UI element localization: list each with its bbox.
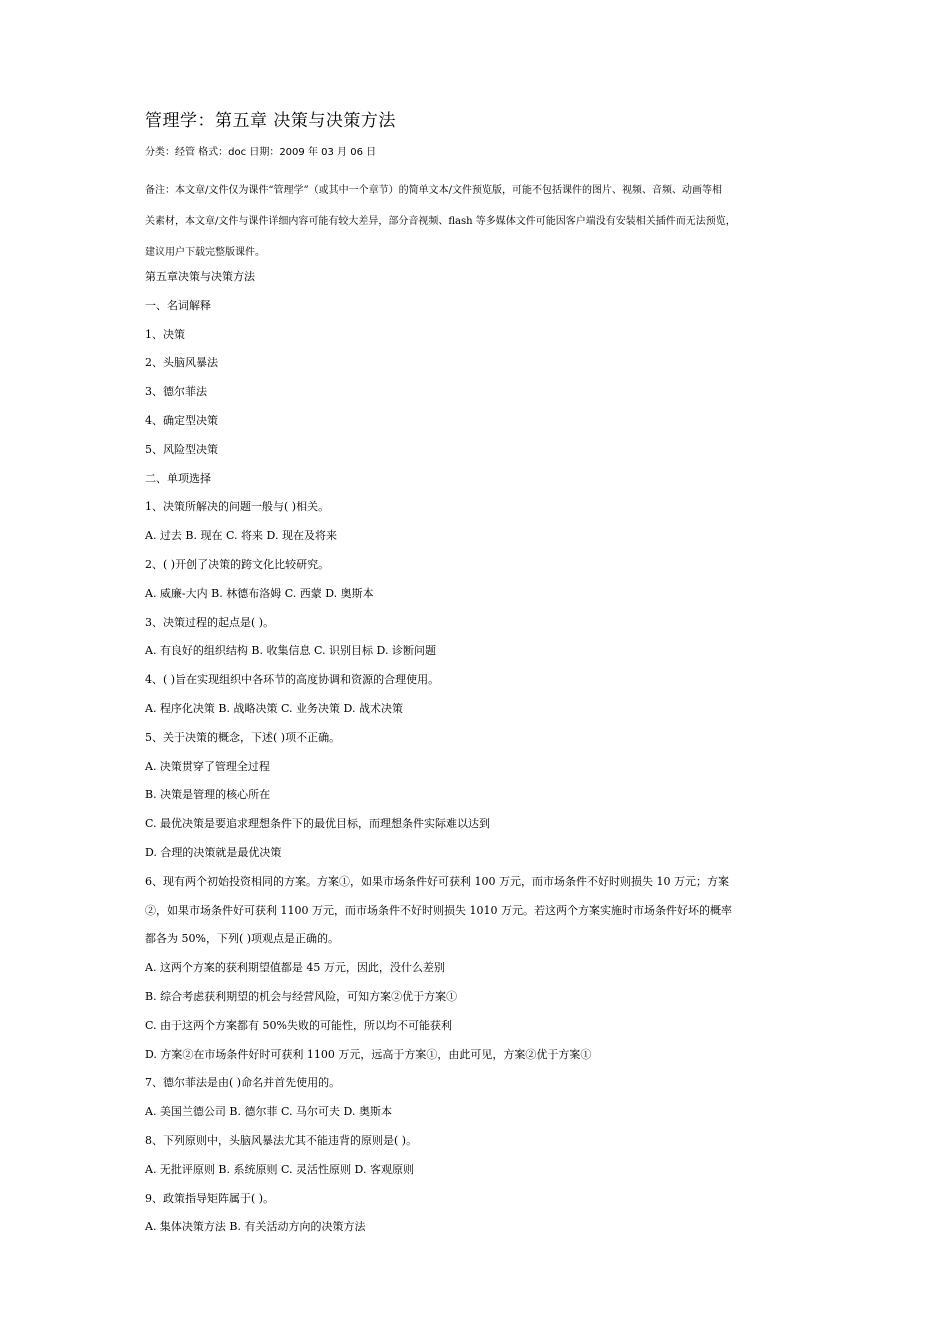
body-line: 1、决策 — [145, 327, 185, 341]
note-line: 建议用户下载完整版课件。 — [145, 247, 265, 258]
body-line: 5、关于决策的概念，下述( )项不正确。 — [145, 730, 341, 744]
body-line: A. 过去 B. 现在 C. 将来 D. 现在及将来 — [145, 529, 337, 543]
body-line: A. 有良好的组织结构 B. 收集信息 C. 识别目标 D. 诊断问题 — [145, 644, 436, 658]
body-line: A. 集体决策方法 B. 有关活动方向的决策方法 — [145, 1220, 366, 1234]
body-line: 9、政策指导矩阵属于( )。 — [145, 1191, 275, 1205]
body-line: A. 美国兰德公司 B. 德尔菲 C. 马尔可夫 D. 奥斯本 — [145, 1105, 392, 1119]
body-line: C. 最优决策是要追求理想条件下的最优目标，而理想条件实际难以达到 — [145, 817, 491, 831]
body-line: 4、确定型决策 — [145, 413, 218, 427]
document-note — [145, 175, 813, 268]
body-line: D. 合理的决策就是最优决策 — [145, 845, 282, 859]
body-line: B. 综合考虑获利期望的机会与经营风险，可知方案②优于方案① — [145, 989, 458, 1003]
document-body — [145, 263, 813, 1242]
note-line: 关素材，本文章/文件与课件详细内容可能有较大差异，部分音视频、flash 等多媒体文件可能因客户端没有安装相关插件而无法预览， — [145, 216, 736, 227]
body-line: 一、名词解释 — [145, 298, 211, 312]
body-line: 2、头脑风暴法 — [145, 356, 218, 370]
body-line: 1、决策所解决的问题一般与( )相关。 — [145, 500, 330, 514]
body-line: A. 这两个方案的获利期望值都是 45 万元，因此，没什么差别 — [145, 961, 445, 975]
body-line: A. 无批评原则 B. 系统原则 C. 灵活性原则 D. 客观原则 — [145, 1162, 414, 1176]
body-line: 二、单项选择 — [145, 471, 211, 485]
body-line: 3、决策过程的起点是( )。 — [145, 615, 275, 629]
body-line: 4、( )旨在实现组织中各环节的高度协调和资源的合理使用。 — [145, 673, 440, 687]
body-line: 3、德尔菲法 — [145, 385, 207, 399]
document-page — [145, 110, 813, 1242]
body-line: 2、( )开创了决策的跨文化比较研究。 — [145, 557, 330, 571]
body-line: 8、下列原则中，头脑风暴法尤其不能违背的原则是( )。 — [145, 1133, 418, 1147]
body-line: 第五章决策与决策方法 — [145, 270, 255, 283]
body-line: A. 决策贯穿了管理全过程 — [145, 759, 270, 773]
body-line: 6、现有两个初始投资相同的方案。方案①，如果市场条件好可获利 100 万元，而市场条件不好时则损失 10 万元；方案 — [145, 874, 729, 888]
document-meta: 分类：经管 格式：doc 日期：2009 年 03 月 06 日 — [145, 147, 377, 158]
body-line: A. 威廉-大内 B. 林德布洛姆 C. 西蒙 D. 奥斯本 — [145, 586, 374, 600]
note-line: 备注：本文章/文件仅为课件“管理学”（或其中一个章节）的简单文本/文件预览版，可能不包括课件的图片、视频、音频、动画等相 — [145, 185, 722, 196]
body-line: 7、德尔菲法是由( )命名并首先使用的。 — [145, 1076, 341, 1090]
body-line: 5、风险型决策 — [145, 442, 218, 456]
body-line: B. 决策是管理的核心所在 — [145, 788, 271, 802]
body-line: C. 由于这两个方案都有 50%失败的可能性，所以均不可能获利 — [145, 1018, 452, 1032]
body-line: 都各为 50%，下列( )项观点是正确的。 — [145, 932, 340, 946]
body-line: ②，如果市场条件好可获利 1100 万元，而市场条件不好时则损失 1010 万元。若这两个方案实施时市场条件好坏的概率 — [145, 903, 732, 917]
document-title: 管理学：第五章 决策与决策方法 — [145, 111, 396, 131]
body-line: A. 程序化决策 B. 战略决策 C. 业务决策 D. 战术决策 — [145, 701, 403, 715]
body-line: D. 方案②在市场条件好时可获利 1100 万元，远高于方案①，由此可见，方案②优于方案① — [145, 1047, 592, 1061]
